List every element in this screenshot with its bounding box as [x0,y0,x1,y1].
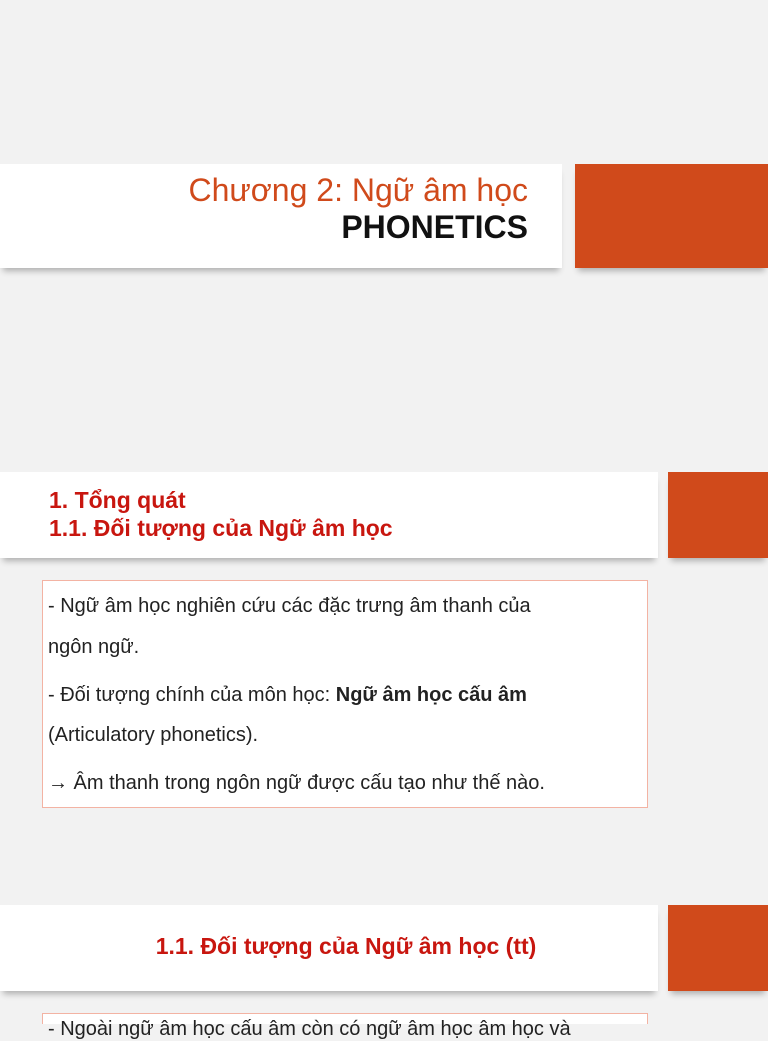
slide3-partial-text: - Ngoài ngữ âm học cấu âm còn có ngữ âm học âm học và [48,1018,571,1040]
chapter-title: Chương 2: Ngữ âm học [188,172,528,208]
slide3-heading: 1.1. Đối tượng của Ngữ âm học (tt) [155,933,537,959]
section-header-band [0,472,658,558]
slide3-content-box [42,1013,648,1040]
paragraph-2-line-2: (Articulatory phonetics). [48,724,259,746]
paragraph-2-line-1 [48,683,527,707]
content-box [42,580,648,808]
subsection-heading: 1.1. Đối tượng của Ngữ âm học [49,515,393,541]
slide3-header-band [0,905,658,991]
paragraph-1-line-1: - Ngữ âm học nghiên cứu các đặc trưng âm thanh của [48,595,531,617]
paragraph-1-line-2: ngôn ngữ. [48,636,140,658]
paragraph-2-bold-term: Ngữ âm học cấu âm [335,684,527,706]
title-accent-block [575,164,768,268]
slide3-accent-block [668,905,768,991]
section-accent-block [668,472,768,558]
paragraph-2-prefix: - Đối tượng chính của môn học: [48,684,336,706]
section-heading: 1. Tổng quát [49,487,186,513]
chapter-subtitle: PHONETICS [341,209,528,245]
title-band [0,164,562,268]
paragraph-3: → Âm thanh trong ngôn ngữ được cấu tạo như thế nào. [48,772,545,794]
